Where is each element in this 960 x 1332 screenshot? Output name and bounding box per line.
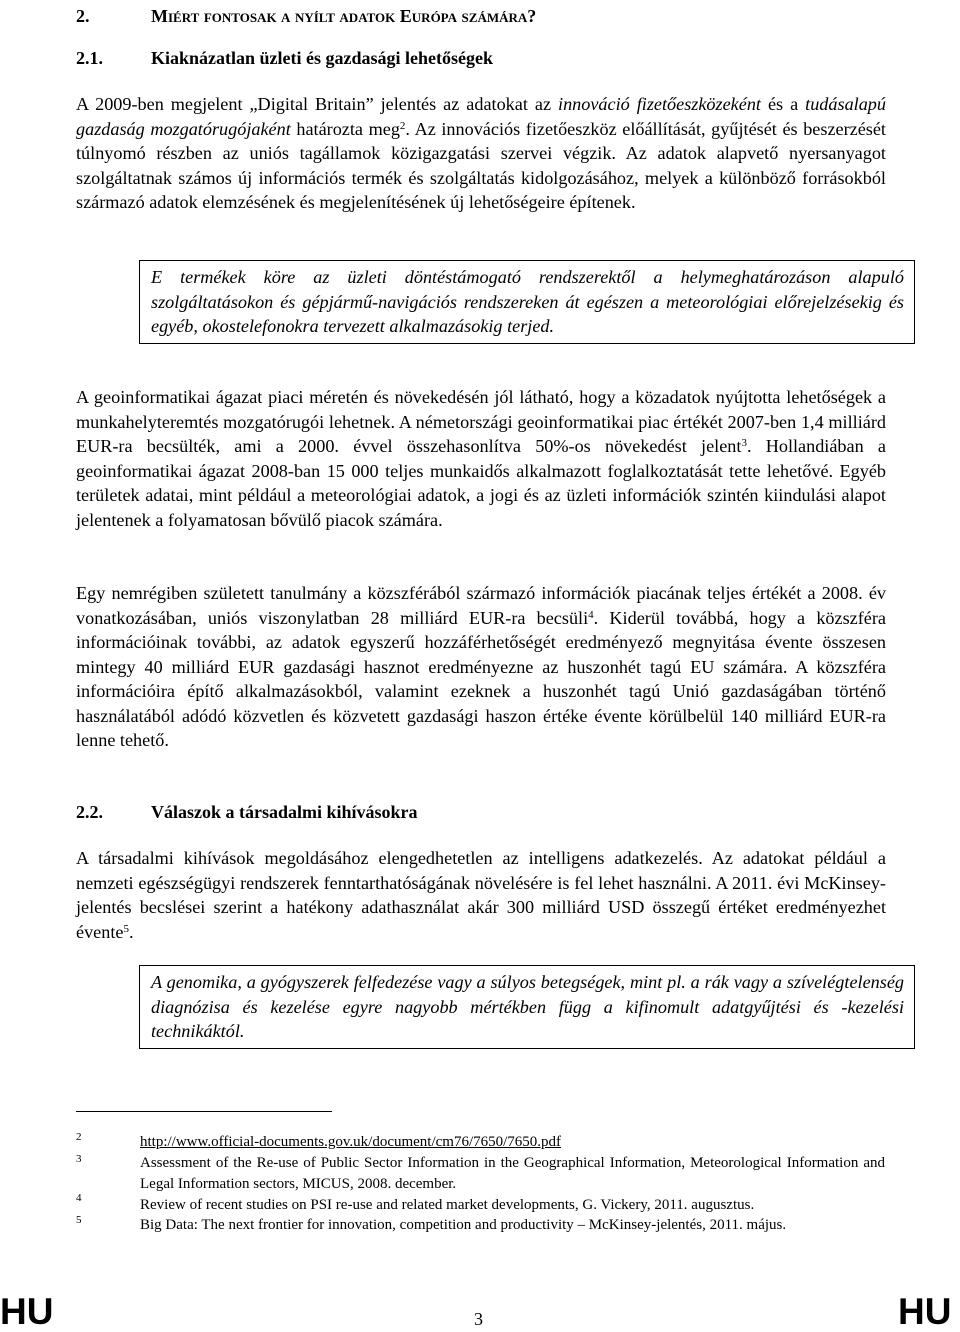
- footnote-number: 2: [76, 1131, 82, 1143]
- footnote-link[interactable]: http://www.official-documents.gov.uk/document/cm76/7650/7650.pdf: [140, 1134, 562, 1150]
- subsection-number: 2.2.: [76, 802, 103, 822]
- footnote-number: 3: [76, 1153, 82, 1165]
- language-code-left: HU: [0, 1291, 54, 1332]
- section-heading: [76, 5, 876, 27]
- footnote-2: [140, 1132, 885, 1153]
- paragraph-2: A geoinformatikai ágazat piaci méretén és növekedésén jól látható, hogy a közadatok nyújtotta lehetőségek a munkahelyteremtés mozgatórugói lehetnek. A németországi geoinformatikai piac értékét 2007-ben 1,4 milliárd EUR-ra becsülték, ami a 2000. évvel összehasonlítva 50%-os növekedést jelent$^3$. Hollandiában a geoinformatikai ágazat 2008-ban 15 000 teljes munkaidős alkalmazott foglalkoztatását tette lehetővé. Egyéb területek adatai, mint például a meteorológiai adatok, a jogi és az üzleti információk szintén kiindulási alapot jelentenek a folyamatosan bővülő piacok számára.: [76, 387, 886, 530]
- footnote-ref[interactable]: 3: [741, 437, 747, 449]
- footnote-ref[interactable]: 5: [123, 922, 129, 935]
- footnote-number: 4: [76, 1192, 82, 1204]
- subsection-title: Kiaknázatlan üzleti és gazdasági lehetőségek: [151, 48, 493, 68]
- subsection-number: 2.1.: [76, 48, 103, 68]
- footnote-5: Big Data: The next frontier for innovation, competition and productivity – McKinsey-jelentés, 2011. május.: [140, 1217, 787, 1233]
- highlight-box-2: A genomika, a gyógyszerek felfedezése vagy a súlyos betegségek, mint pl. a rák vagy a szívelégtelenség diagnózisa és kezelése egyre nagyobb mértékben függ a kifinomult adatgyűjtési és -kezelési technikáktól.: [139, 965, 915, 1049]
- paragraph-1: A 2009-ben megjelent „Digital Britain” jelentés az adatokat az innováció fizetőeszközeként és a tudásalapú gazdaság mozgatórugójaként határozta meg$^2$. Az innovációs fizetőeszköz előállítását, gyűjtését és beszerzését túlnyomó részben az uniós tagállamok közigazgatási szervei végzik. Az adatok alapvető nyersanyagot szolgáltatnak számos új információs termék és szolgáltatás kidolgozásához, melyek a különböző forrásokból származó adatok elemzésének és megjelenítésének új lehetőségeire építenek.: [76, 94, 886, 212]
- footnote-ref[interactable]: 2: [399, 119, 406, 132]
- footnote-4: Review of recent studies on PSI re-use and related market developments, G. Vickery, 2011. augusztus.: [140, 1197, 755, 1213]
- paragraph-4: A társadalmi kihívások megoldásához elengedhetetlen az intelligens adatkezelés. Az adatokat például a nemzeti egészségügyi rendszerek fenntarthatóságának növelésére is fel lehet használni. A 2011. évi McKinsey-jelentés becslései szerint a hatékony adathasználat akár 300 milliárd USD összegű értéket eredményezhet évente$^5$.: [76, 848, 886, 942]
- paragraph-3: Egy nemrégiben született tanulmány a közszférából származó információk piacának teljes értékét a 2008. év vonatkozásában, uniós viszonylatban 28 milliárd EUR-ra becsüli$^4$. Kiderül továbbá, hogy a közszféra információinak további, az adatok egyszerű hozzáférhetőségét eredményező megnyitása évente összesen mintegy 40 milliárd EUR gazdasági hasznot eredményezne az huszonhét tagú EU számára. A közszféra információira építő alkalmazásokból, valamint ezeknek a huszonhét tagú Unió gazdaságában történő használatából adódó közvetlen és közvetett gazdasági haszon értéke évente körülbelül 140 milliárd EUR-ra lenne tehető.: [76, 583, 886, 750]
- footnote-number: 5: [76, 1214, 82, 1226]
- subsection-heading-2-1: [76, 47, 876, 69]
- highlight-box-1: E termékek köre az üzleti döntéstámogató rendszerektől a helymeghatározáson alapuló szolgáltatásokon és gépjármű-navigációs rendszereken át egészen a meteorológiai előrejelzésekig és egyéb, okostelefonokra tervezett alkalmazásokig terjed.: [139, 260, 915, 344]
- language-code-right: HU: [898, 1291, 952, 1332]
- section-number: 2.: [76, 6, 90, 26]
- section-title: Miért fontosak a nyílt adatok Európa számára?: [151, 6, 537, 26]
- footnote-3: Assessment of the Re-use of Public Sector Information in the Geographical Information, Meteorological Information and Legal Information sectors, MICUS, 2008. december.: [140, 1155, 885, 1192]
- footnote-separator: [76, 1111, 332, 1112]
- page-number: 3: [474, 1309, 483, 1329]
- subsection-heading-2-2: [76, 801, 876, 823]
- footnote-ref[interactable]: 4: [588, 608, 594, 621]
- subsection-title: Válaszok a társadalmi kihívásokra: [151, 802, 418, 822]
